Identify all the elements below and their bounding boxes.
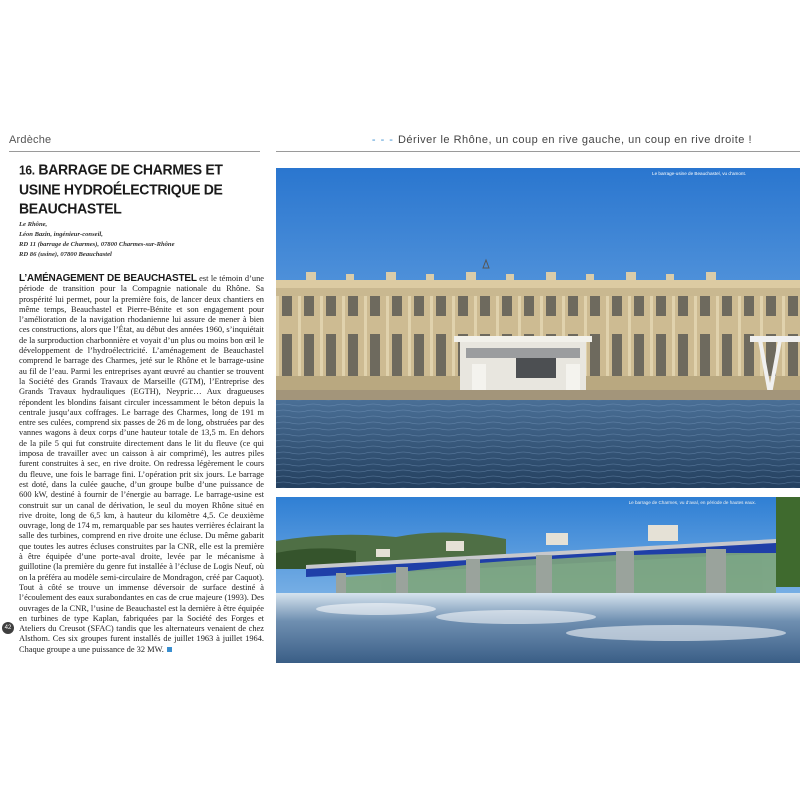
meta-address-dam: RD 11 (barrage de Charmes), 07800 Charmes-sur-Rhône — [19, 241, 175, 248]
article-title — [19, 160, 264, 218]
article-title-text: BARRAGE DE CHARMES ET USINE HYDROÉLECTRIQUE DE BEAUCHASTEL — [19, 161, 223, 217]
end-of-article-mark — [167, 647, 172, 652]
page-number: 42 — [2, 622, 14, 634]
article-meta — [19, 220, 264, 260]
running-title-text: Dériver le Rhône, un coup en rive gauche, un coup en rive droite ! — [397, 134, 752, 146]
header-rule-left — [9, 151, 260, 152]
header-rule-right — [276, 151, 800, 152]
article-body — [19, 274, 264, 655]
photo-charmes-illustration — [276, 497, 800, 663]
running-title-dots: - - - — [371, 134, 394, 146]
photo-caption-1: Le barrage-usine de Beauchastel, vu d’amont. — [652, 171, 746, 176]
photo-caption-2: Le barrage de Charmes, vu d’aval, en période de hautes eaux. — [628, 500, 756, 505]
article-body-text: est le témoin d’une période de transition pour la Compagnie nationale du Rhône. Sa prospérité lui permet, pour la première fois, de lancer deux chantiers en même temps, Beauchastel et Pierre-Bénite et son engagement pour l’amélioration de la navigation rhodanienne lui assure de mener à bien ces constructions, alors que l’État, au début des années 1960, s’inquiétait de la surproduction charbonnière et voyait d’un plus ou moins bon œil le développement de l’hydroélectricité. L’aménagement de Beauchastel comprend le barrage des Charmes, jeté sur le Rhône et le barrage-usine au fil de l’eau. Parmi les entreprises ayant œuvré au chantier se trouvent la Société des Grands Travaux de Marseille (GTM), l’Entreprise des Grands Travaux hydrauliques (EGTH), Neypric… Aux dragueuses répondent les blondins faisant circuler incessamment le béton depuis la centrale jusqu’aux coffrages. Le barrage des Charmes, long de 191 m entre ses culées, comprend six passes de 26 m de long, obstruées par des vannes wagons à deux corps d’une hauteur totale de 13,5 m. En dehors de la pile 5 qui fut construite directement dans le lit du fleuve (ce qui imposa de travailler avec un caisson à air comprimé), les autres piles furent construites à sec, en rive droite. On redressa légèrement le cours du fleuve, une fois le barrage fini. L’opération prit six jours. Le barrage est doté, dans la culée gauche, d’un groupe bulbe d’une puissance de 600 kW, destiné à fournir de l’énergie au barrage. Le barrage-usine est construit sur un canal de dérivation, le seul du moyen Rhône situé en rive droite, long de 6,5 km, à hauteur du kilomètre 4,5. Ce deuxième ouvrage, long de 174 m, remarquable par ses hautes verrières éclairant la salle des turbines, comprend en rive droite une écluse. Du même gabarit que toutes les autres écluses construites par la CNR, elle est la première à être équipée d’une porte-aval droite, levée par le mécanisme à guillotine (la première du genre fut installée à l’écluse de Logis Neuf, où on la préféra au modèle semi-circulaire de Mondragon, créé par Caquot). Tout à côté se trouve un immense déversoir de surface destiné à l’écoulement des eaux surabondantes en cas de crue majeure (1993). Des ouvrages de la CNR, l’usine de Beauchastel est la dernière à être équipée en turbines de type Kaplan, fabriquées par la Société des Forges et Ateliers du Creusot (SFAC) tandis que les alternateurs venaient de chez Alsthom. Ces six groupes furent installés de juillet 1963 à juillet 1964. Chaque groupe a une puissance de 32 MW. — [19, 274, 265, 654]
photo-beauchastel-dam — [276, 168, 800, 488]
article-number: 16. — [19, 163, 35, 178]
meta-river: Le Rhône, — [19, 221, 48, 228]
running-title — [372, 134, 752, 146]
article-lead: L’AMÉNAGEMENT DE BEAUCHASTEL — [19, 273, 197, 284]
section-label: Ardèche — [9, 134, 52, 146]
article-column — [19, 160, 264, 655]
meta-engineer: Léon Bazin, ingénieur-conseil, — [19, 231, 103, 238]
meta-address-plant: RD 86 (usine), 07800 Beauchastel — [19, 251, 112, 258]
photo-charmes-dam — [276, 497, 800, 663]
photo-beauchastel-illustration — [276, 168, 800, 488]
